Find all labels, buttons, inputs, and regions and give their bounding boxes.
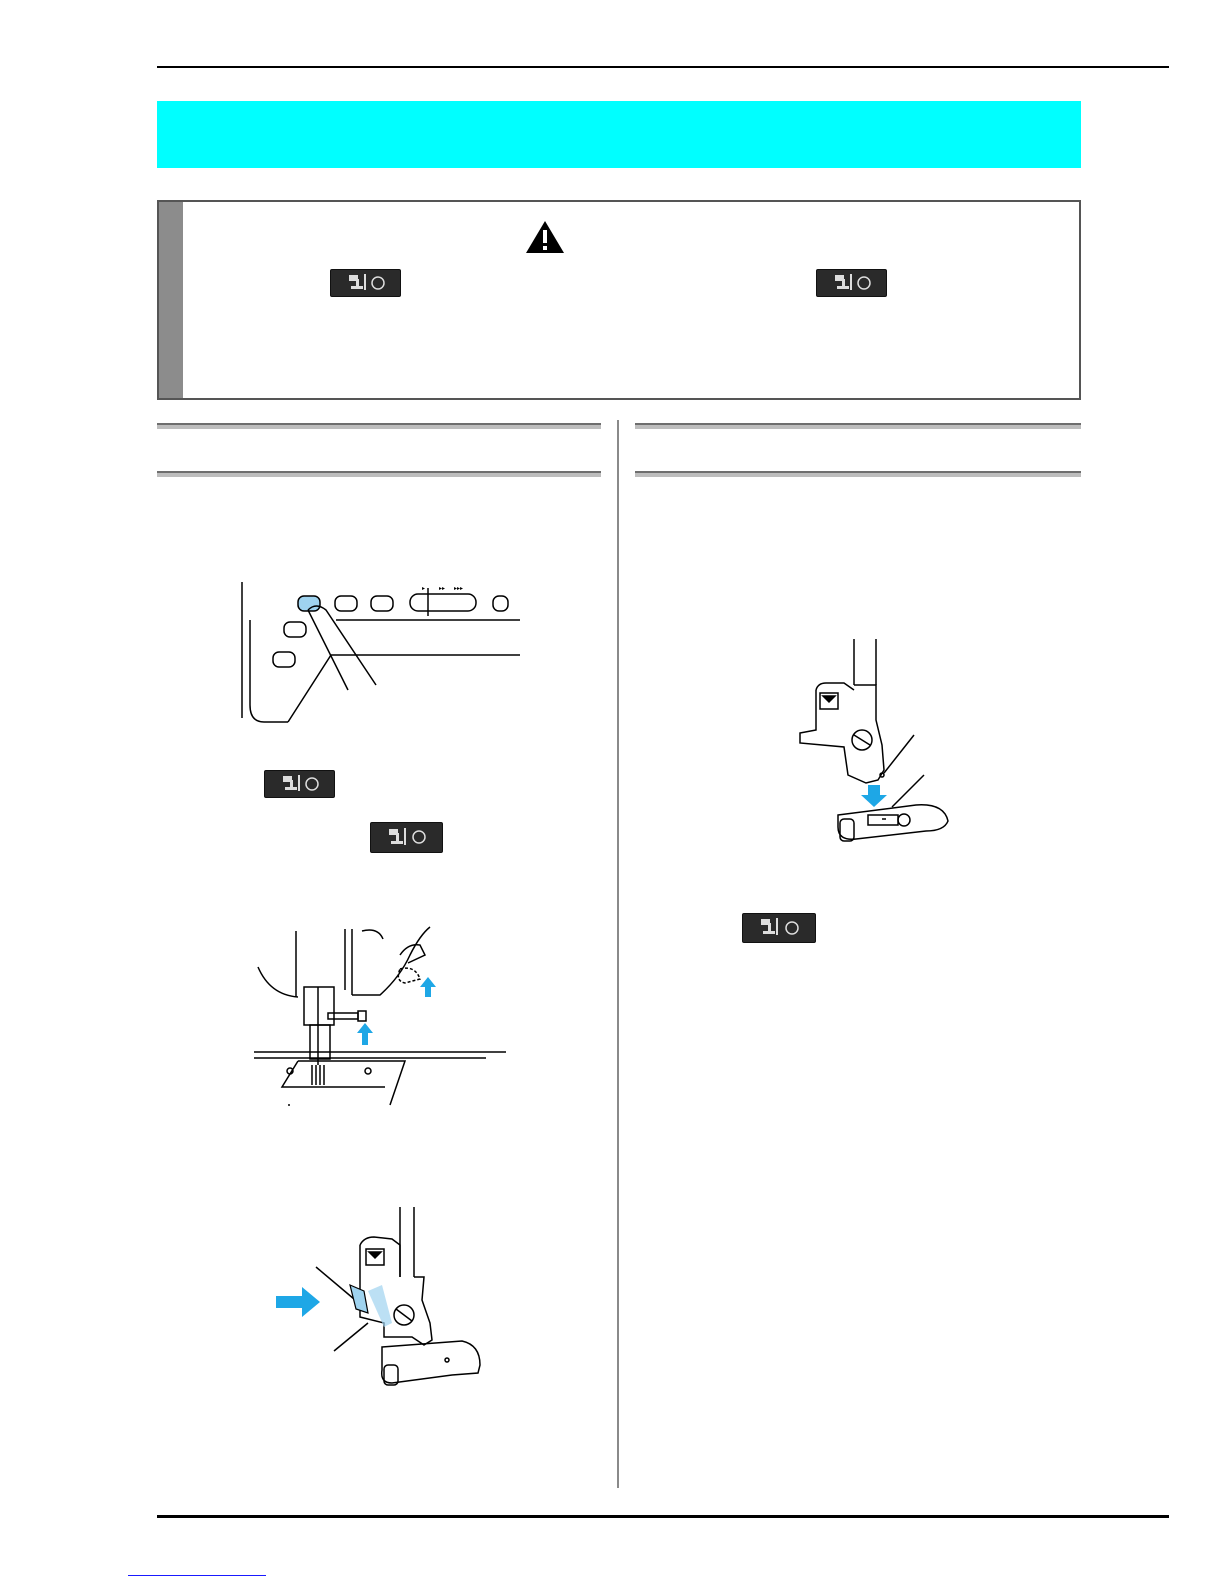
- presser-foot-holder-release-figure: [272, 1205, 502, 1395]
- footer-rule: [157, 1515, 1169, 1518]
- right-section-bar-top: [635, 423, 1081, 429]
- presser-foot-lifter-figure: [250, 925, 510, 1107]
- presser-foot-needle-exchange-icon: [370, 822, 443, 853]
- presser-foot-needle-exchange-icon: [264, 770, 335, 798]
- title-band: [157, 101, 1081, 168]
- svg-text:▸▸: ▸▸: [439, 586, 446, 592]
- column-divider: [617, 420, 619, 1488]
- presser-foot-needle-exchange-icon: [742, 913, 816, 943]
- control-panel-figure: [236, 580, 526, 730]
- svg-text:▸: ▸: [422, 586, 426, 592]
- presser-foot-needle-exchange-icon: [330, 269, 401, 297]
- caution-side-strip: [159, 202, 183, 398]
- svg-text:▸▸▸: ▸▸▸: [454, 586, 464, 592]
- presser-foot-needle-exchange-icon: [816, 269, 887, 297]
- left-section-bar-bottom: [157, 471, 601, 477]
- attach-presser-foot-figure: [796, 635, 961, 850]
- header-rule: [157, 66, 1169, 68]
- caution-box: [157, 200, 1081, 400]
- left-section-bar-top: [157, 423, 601, 429]
- right-section-bar-bottom: [635, 471, 1081, 477]
- warning-triangle-icon: [525, 220, 565, 254]
- footer-link-underline[interactable]: [128, 1575, 266, 1576]
